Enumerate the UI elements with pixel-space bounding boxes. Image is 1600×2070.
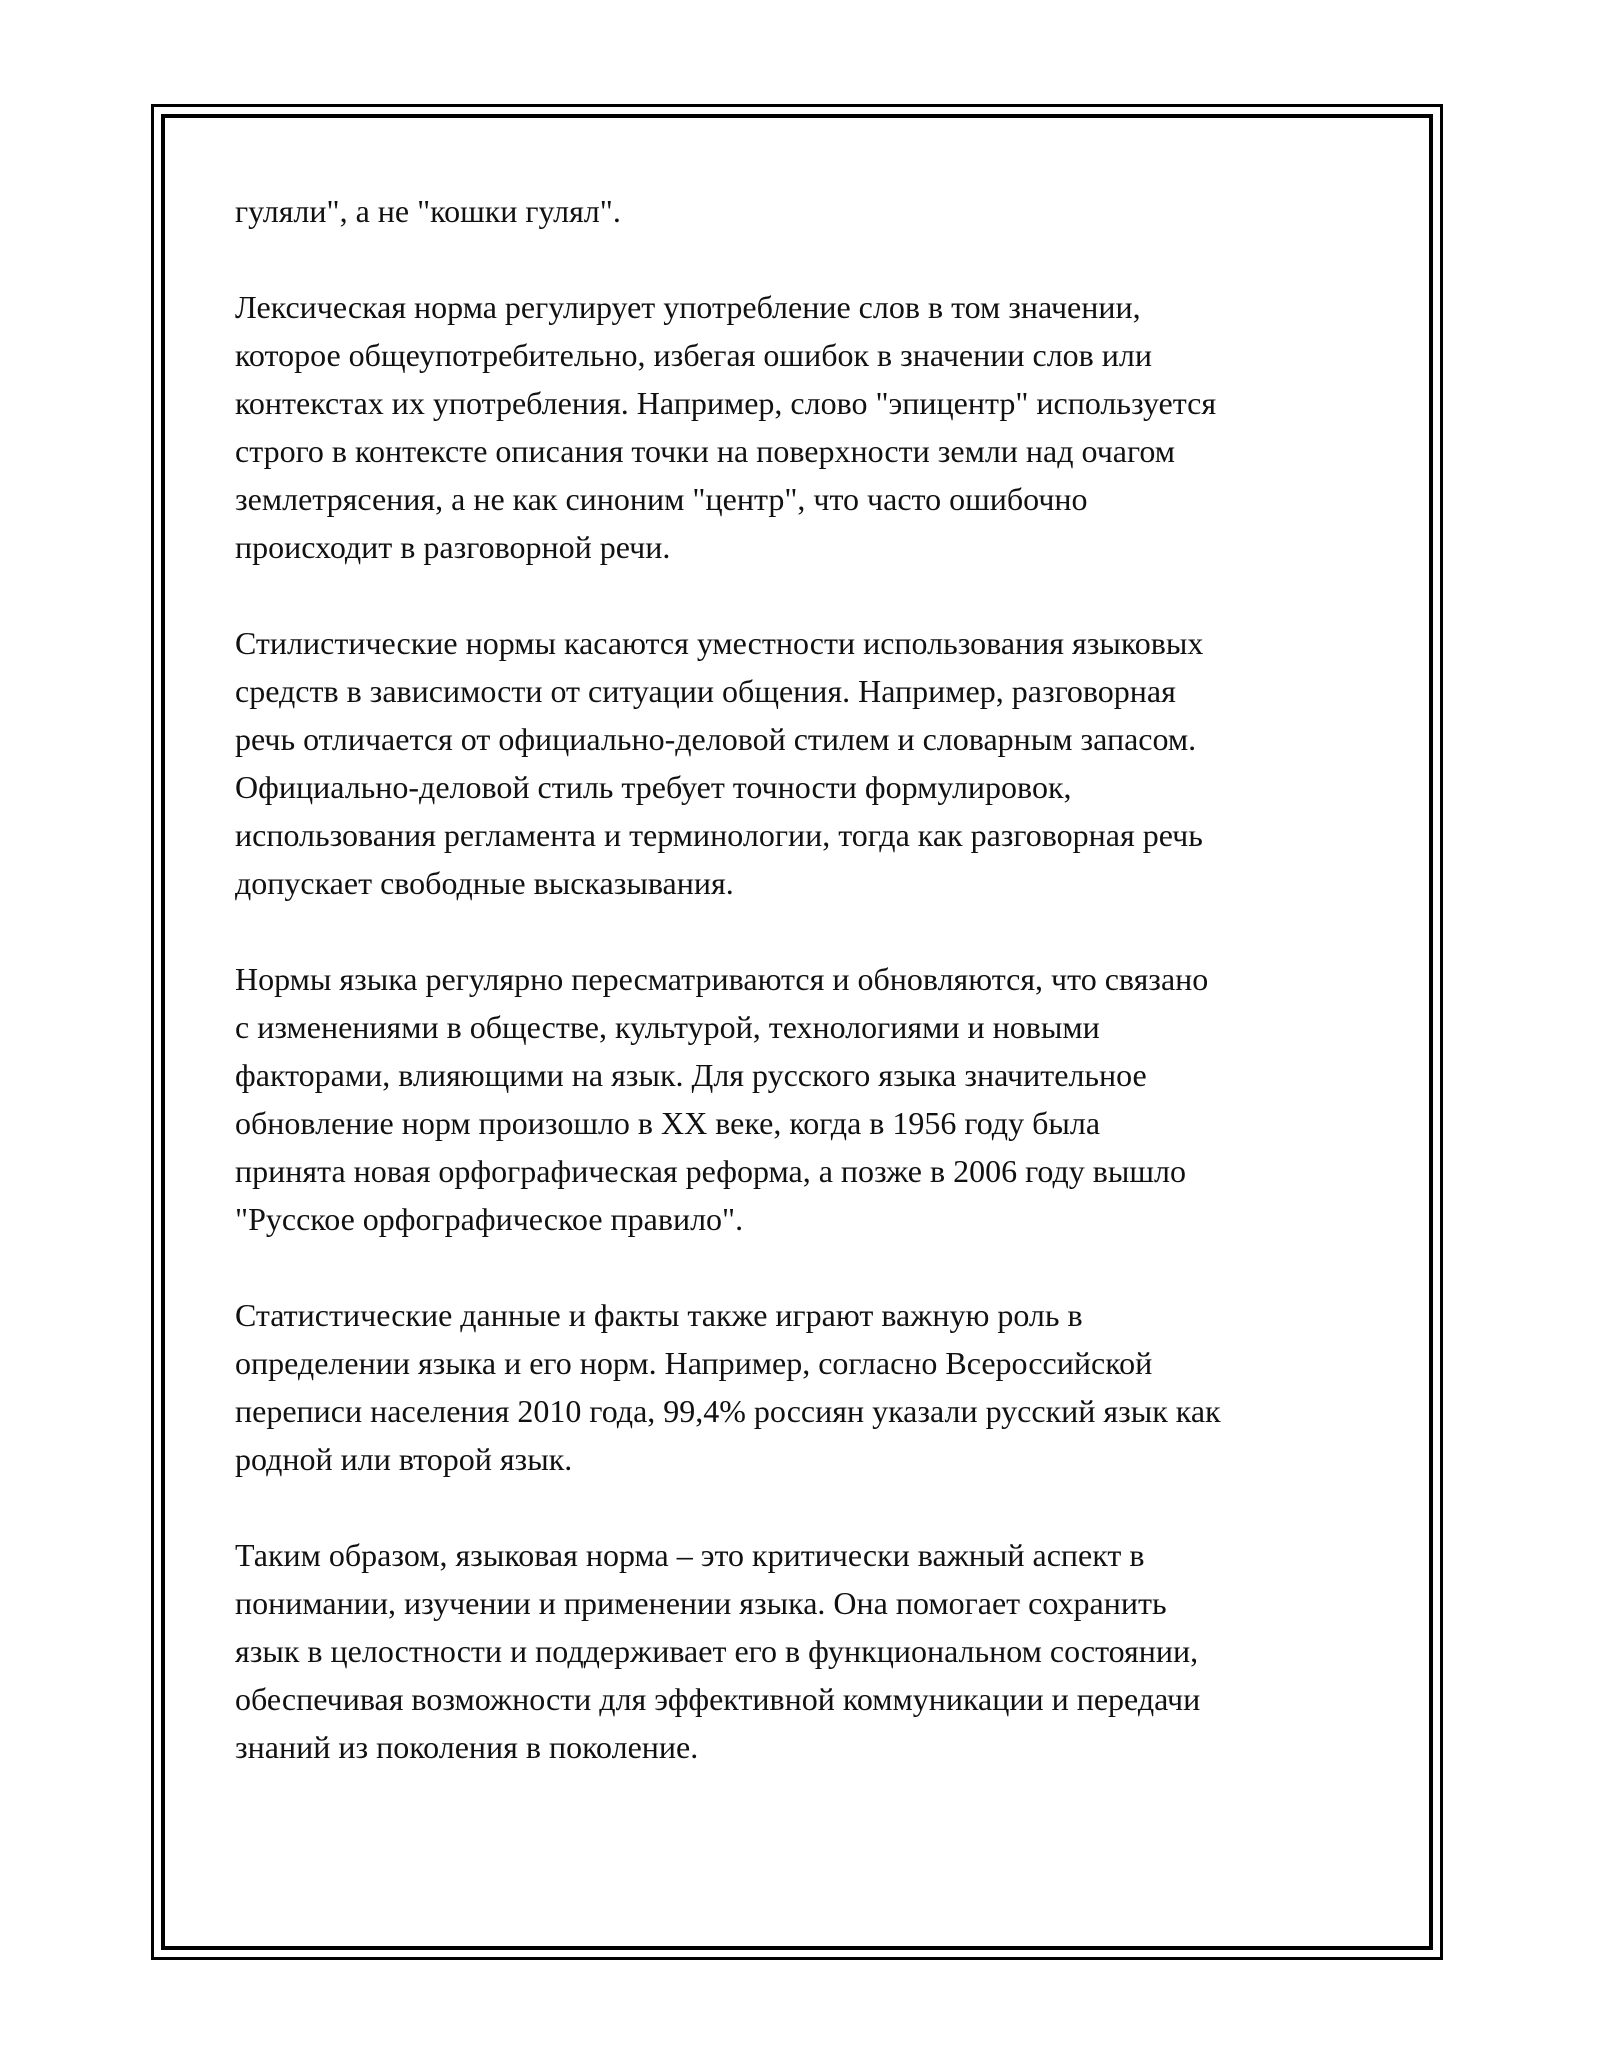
paragraph-3: Стилистические нормы касаются уместности использования языковых средств в зависимости от ситуации общения. Например, разговорная речь отличается от официально-деловой стилем и словарным запасом. Официально-деловой стиль требует точности формулировок, использования регламента и терминологии, тогда как разговорная речь допускает свободные высказывания. <box>235 625 1204 901</box>
document-body <box>235 187 1375 1819</box>
paragraph-4: Нормы языка регулярно пересматриваются и обновляются, что связано с изменениями в обществе, культурой, технологиями и новыми факторами, влияющими на язык. Для русского языка значительное обновление норм произошло в XX веке, когда в 1956 году была принята новая орфографическая реформа, а позже в 2006 году вышло "Русское орфографическое правило". <box>235 961 1209 1237</box>
paragraph-1: гуляли", а не "кошки гулял". <box>235 193 621 229</box>
paragraph-6: Таким образом, языковая норма – это критически важный аспект в понимании, изучении и применении языка. Она помогает сохранить язык в целостности и поддерживает его в функциональном состоянии, обеспечивая возможности для эффективной коммуникации и передачи знаний из поколения в поколение. <box>235 1537 1201 1765</box>
paragraph-2: Лексическая норма регулирует употребление слов в том значении, которое общеупотребительно, избегая ошибок в значении слов или контекстах их употребления. Например, слово "эпицентр" используется строго в контексте описания точки на поверхности земли над очагом землетрясения, а не как синоним "центр", что часто ошибочно происходит в разговорной речи. <box>235 289 1217 565</box>
paragraph-5: Статистические данные и факты также играют важную роль в определении языка и его норм. Например, согласно Всероссийской переписи населения 2010 года, 99,4% россиян указали русский язык как родной или второй язык. <box>235 1297 1221 1477</box>
